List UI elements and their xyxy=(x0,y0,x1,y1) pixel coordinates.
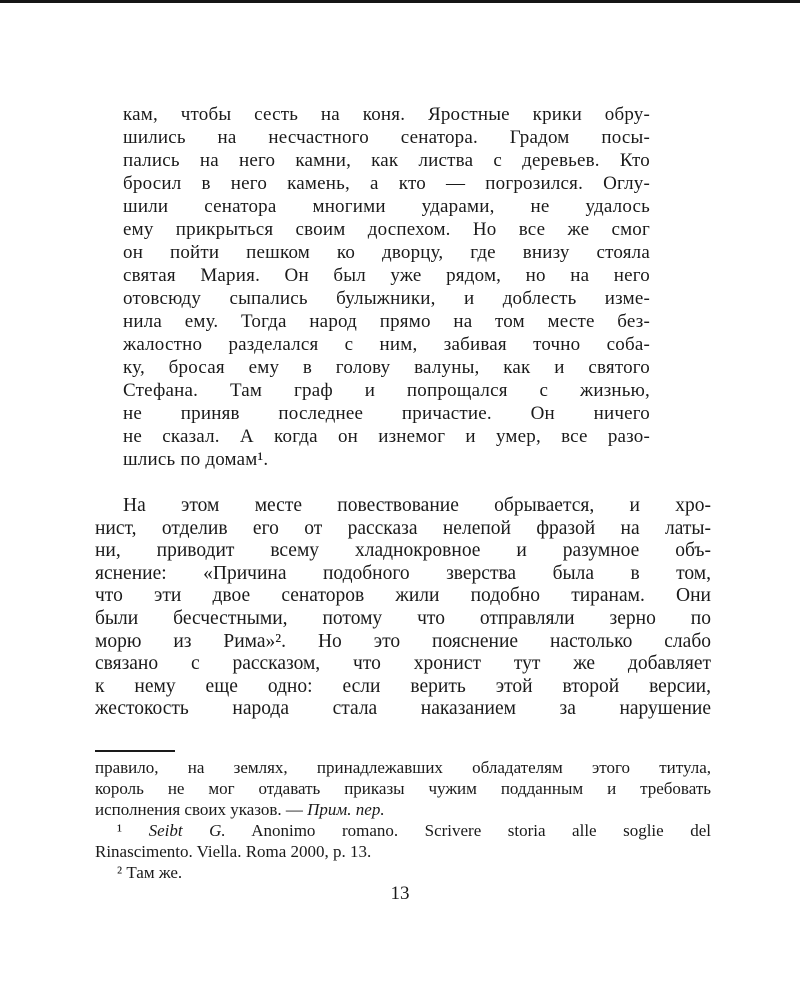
text-segment: что эти двое сенаторов жили подобно тиранам. Они xyxy=(95,585,711,607)
text-line xyxy=(95,540,711,563)
text-line xyxy=(123,356,650,379)
text-line xyxy=(123,448,650,471)
text-line xyxy=(95,563,711,586)
text-line xyxy=(95,495,711,518)
text-line xyxy=(123,310,650,333)
text-line xyxy=(123,172,650,195)
text-line xyxy=(123,126,650,149)
text-segment: не приняв последнее причастие. Он ничего xyxy=(123,403,650,424)
text-line xyxy=(95,799,711,820)
text-line xyxy=(123,103,650,126)
text-line xyxy=(123,425,650,448)
text-segment: отовсюду сыпались булыжники, и доблесть изме- xyxy=(123,288,650,309)
text-segment: Стефана. Там граф и попрощался с жизнью, xyxy=(123,380,650,401)
text-segment: нист, отделив его от рассказа нелепой фразой на латы- xyxy=(95,517,711,539)
text-segment: ему прикрыться своим доспехом. Но все же смог xyxy=(123,219,650,240)
text-line xyxy=(95,653,711,676)
text-segment: бросил в него камень, а кто — погрозился. Оглу- xyxy=(123,173,650,194)
text-segment: правило, на землях, принадлежавших обладателям этого титула, xyxy=(95,758,711,777)
text-line xyxy=(123,379,650,402)
text-segment: король не мог отдавать приказы чужим подданным и требовать xyxy=(95,779,711,798)
page-number: 13 xyxy=(390,883,410,904)
text-line xyxy=(95,862,711,883)
text-line xyxy=(123,195,650,218)
text-segment: исполнения своих указов. — xyxy=(95,800,308,819)
text-segment: жестокость народа стала наказанием за нарушение xyxy=(95,698,711,720)
text-line xyxy=(95,778,711,799)
text-segment: он пойти пешком ко дворцу, где внизу стояла xyxy=(123,242,650,263)
text-segment: кам, чтобы сесть на коня. Яростные крики обру- xyxy=(123,104,650,125)
text-segment: шлись по домам¹. xyxy=(123,449,269,470)
main-paragraph xyxy=(95,495,711,721)
text-line xyxy=(95,585,711,608)
text-segment: нила ему. Тогда народ прямо на том месте без- xyxy=(123,311,650,332)
text-line xyxy=(95,757,711,778)
text-segment: святая Мария. Он был уже рядом, но на него xyxy=(123,265,650,286)
text-line xyxy=(95,608,711,631)
text-segment: ² Там же. xyxy=(117,863,183,882)
page-body xyxy=(95,103,711,721)
text-segment: морю из Рима»². Но это пояснение настолько слабо xyxy=(95,630,711,652)
text-segment: не сказал. А когда он изнемог и умер, все разо- xyxy=(123,426,650,447)
quote-paragraph xyxy=(123,103,650,471)
text-segment: Seibt G. xyxy=(148,821,226,840)
text-line xyxy=(95,841,711,862)
text-segment: были бесчестными, потому что отправляли зерно по xyxy=(95,607,711,629)
text-segment: Rinascimento. Viella. Roma 2000, p. 13. xyxy=(95,842,372,861)
text-segment: шились на несчастного сенатора. Градом посы- xyxy=(123,127,650,148)
text-segment: На этом месте повествование обрывается, и хро- xyxy=(123,495,711,516)
text-segment: ку, бросая ему в голову валуны, как и святого xyxy=(123,357,650,378)
text-segment: Прим. пер. xyxy=(307,800,385,819)
text-line xyxy=(95,676,711,699)
text-line xyxy=(123,402,650,425)
text-line xyxy=(123,333,650,356)
text-segment: шили сенатора многими ударами, не удалось xyxy=(123,196,650,217)
text-line xyxy=(95,820,711,841)
text-segment: яснение: «Причина подобного зверства была в том, xyxy=(95,562,711,584)
page-top-edge xyxy=(0,0,800,3)
text-segment: Anonimo romano. Scrivere storia alle soglie del xyxy=(225,821,711,840)
text-segment: ни, приводит всему хладнокровное и разумное объ- xyxy=(95,540,711,562)
text-line xyxy=(123,287,650,310)
text-line xyxy=(95,698,711,721)
text-line xyxy=(123,264,650,287)
text-segment: связано с рассказом, что хронист тут же добавляет xyxy=(95,653,711,675)
text-segment: жалостно разделался с ним, забивая точно соба- xyxy=(123,334,650,355)
text-segment: пались на него камни, как листва с деревьев. Кто xyxy=(123,150,650,171)
text-line xyxy=(123,149,650,172)
text-line xyxy=(123,241,650,264)
footnote-separator xyxy=(95,750,175,752)
text-line xyxy=(95,631,711,654)
text-line xyxy=(123,218,650,241)
text-segment: ¹ xyxy=(117,821,149,840)
text-segment: к нему еще одно: если верить этой второй версии, xyxy=(95,675,711,697)
footnotes-block xyxy=(95,757,711,883)
text-line xyxy=(95,518,711,541)
